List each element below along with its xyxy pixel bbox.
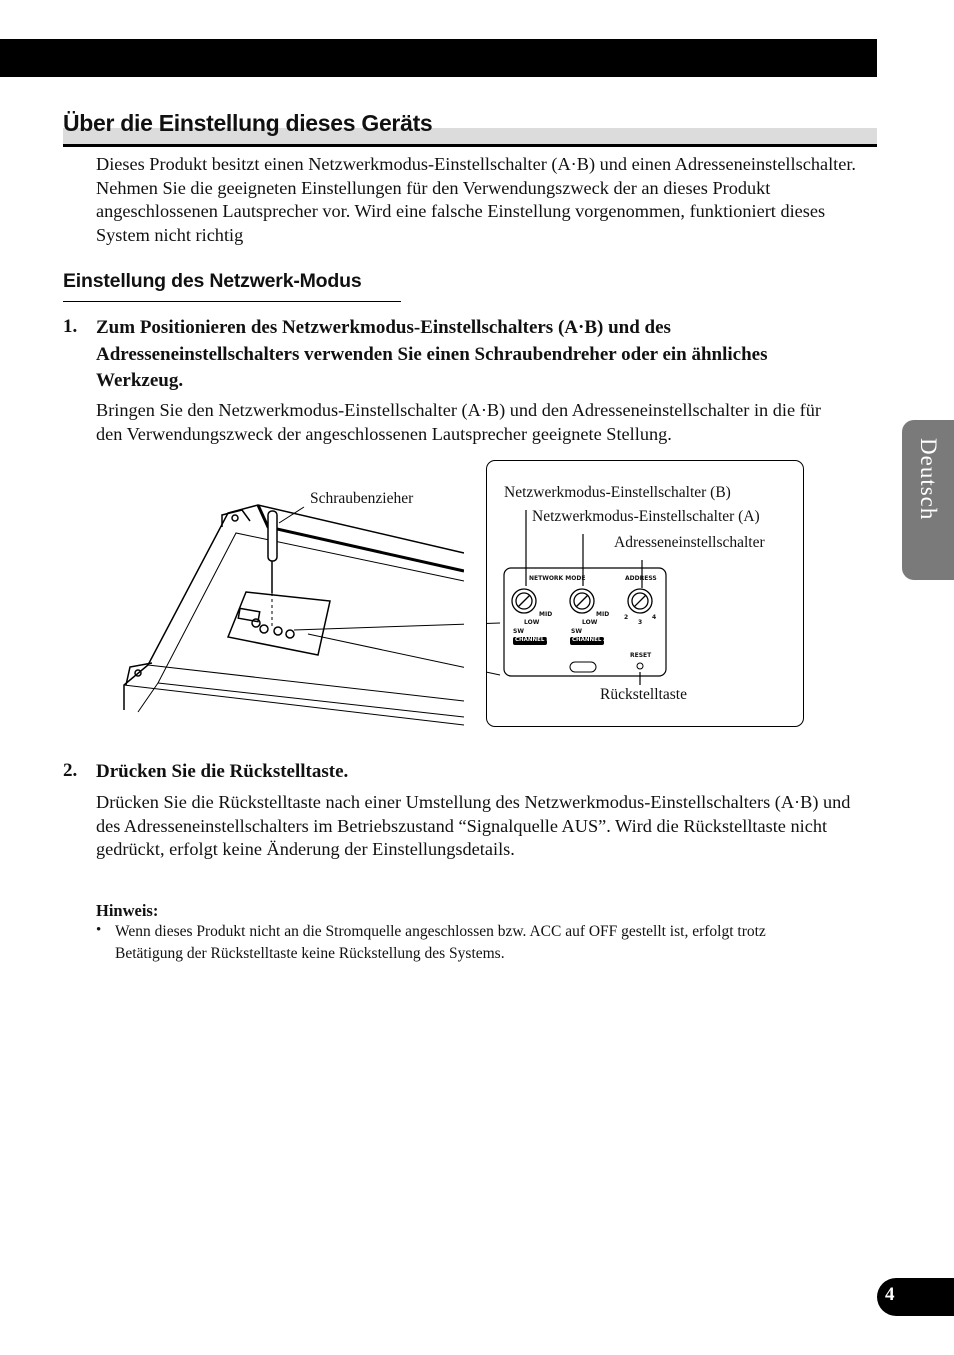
panel-mid-b: MID	[539, 611, 553, 618]
subheading: Einstellung des Netzwerk-Modus	[63, 270, 401, 302]
note-text: Wenn dieses Produkt nicht an die Stromquelle angeschlossen bzw. ACC auf OFF gestellt ist, erfolgt trotz Betätigung der Rückstelltaste keine Rückstellung des Systems.	[115, 923, 766, 962]
panel-sw-a: SW	[571, 628, 582, 635]
note-title: Hinweis:	[96, 901, 159, 920]
note-bullet: •	[96, 922, 102, 938]
panel-mid-a: MID	[596, 611, 610, 618]
label-reset-button: Rückstelltaste	[600, 686, 687, 703]
panel-channel-a: CHANNEL A	[572, 637, 608, 643]
step-2-number: 2.	[63, 760, 78, 781]
step-2-title: Drücken Sie die Rückstelltaste.	[96, 761, 349, 782]
language-tab-label: Deutsch	[916, 438, 941, 521]
step-2-body: Drücken Sie die Rückstelltaste nach einer Umstellung des Netzwerkmodus-Einstellschalters (A·B) und des Adresseneinstellschalters im Betriebszustand “Signalquelle AUS”. Wird die Rückstelltaste nicht gedrückt, erfolgt keine Änderung der Einstellungsdetails.	[96, 792, 851, 859]
language-tab	[902, 420, 954, 580]
panel-closeup	[486, 460, 804, 727]
panel-channel-b: CHANNEL B	[515, 637, 551, 643]
panel-network-mode: NETWORK MODE	[529, 575, 586, 582]
header-bar	[0, 39, 877, 77]
panel-address: ADDRESS	[625, 575, 657, 582]
panel-reset: RESET	[630, 652, 652, 659]
panel-low-a: LOW	[582, 619, 598, 626]
panel-address-4: 4	[652, 614, 657, 621]
label-switch-a: Netzwerkmodus-Einstellschalter (A)	[532, 508, 760, 525]
step-1-title: Zum Positionieren des Netzwerkmodus-Einstellschalters (A·B) und des Adresseneinstellschalters verwenden Sie einen Schraubendreher oder ein ähnliches Werkzeug.	[96, 317, 768, 391]
step-1-number: 1.	[63, 316, 78, 337]
label-switch-b: Netzwerkmodus-Einstellschalter (B)	[504, 484, 731, 501]
step-1-body: Bringen Sie den Netzwerkmodus-Einstellschalter (A·B) und den Adresseneinstellschalter in die für den Verwendungszweck der angeschlossenen Lautsprecher geeignete Stellung.	[96, 400, 821, 444]
page-title: Über die Einstellung dieses Geräts	[63, 110, 433, 136]
page-number-badge	[877, 1278, 954, 1316]
intro-paragraph: Dieses Produkt besitzt einen Netzwerkmodus-Einstellschalter (A·B) und einen Adresseneinstellschalter. Nehmen Sie die geeigneten Einstellungen für den Verwendungszweck der an dieses Produkt angeschlossenen Lautsprecher vor. Wird eine falsche Einstellung vorgenommen, funktioniert dieses System nicht richtig	[96, 154, 856, 245]
label-screwdriver: Schraubenzieher	[310, 490, 414, 507]
panel-low-b: LOW	[524, 619, 540, 626]
page-number: 4	[885, 1284, 895, 1305]
label-address-switch: Adresseneinstellschalter	[614, 534, 765, 551]
panel-address-2: 2	[624, 614, 629, 621]
panel-address-3: 3	[638, 619, 643, 626]
section-heading	[63, 110, 877, 148]
panel-sw-b: SW	[513, 628, 524, 635]
